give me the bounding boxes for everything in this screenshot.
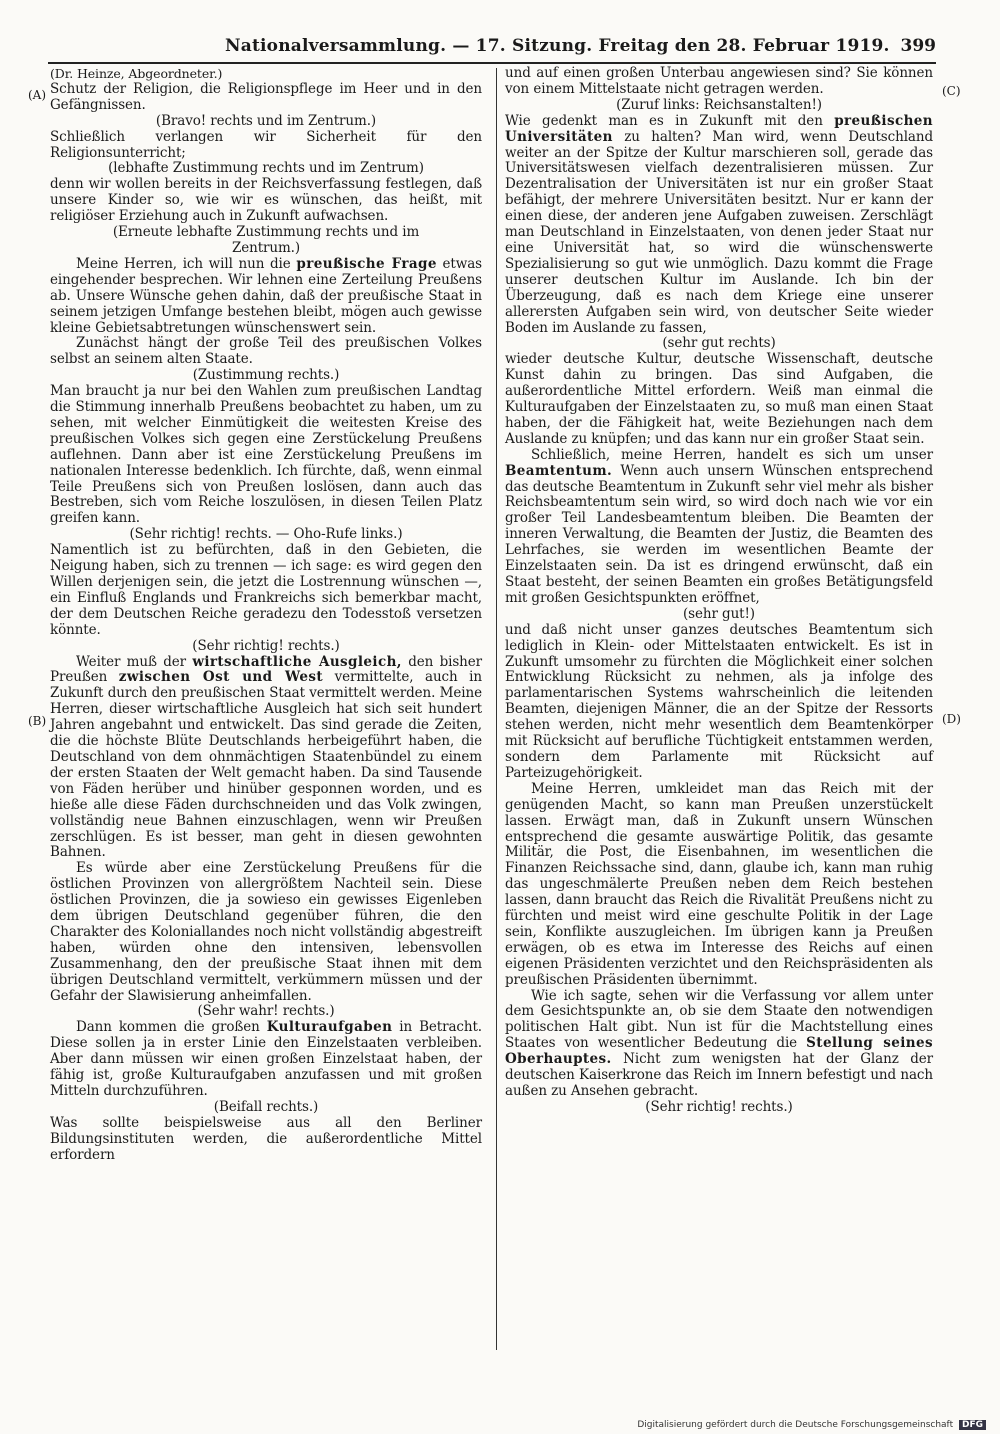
emphasis: Kulturaufgaben	[266, 1019, 393, 1036]
paragraph: Dann kommen die großen Kulturaufgaben in Betracht. Diese sollen ja in erster Linie den Einzelstaaten verbleiben. Aber dann müssen wir einen großen Einzelstaat haben, der fähig ist, große Kulturaufgaben anzufassen und mit großen Mitteln durchzuführen.	[50, 1019, 482, 1099]
margin-mark-d: (D)	[942, 712, 961, 726]
reaction: (sehr gut rechts)	[662, 335, 776, 352]
dfg-logo: DFG	[959, 1420, 986, 1430]
paragraph: Schließlich verlangen wir Sicherheit für den Religionsunterricht;	[50, 128, 482, 161]
page-header	[30, 36, 936, 60]
reaction: (Beifall rechts.)	[213, 1098, 319, 1115]
left-column	[50, 66, 482, 1164]
paragraph: Weiter muß der wirtschaftliche Ausgleich, den bisher Preußen zwischen Ost und West vermittelte, auch in Zukunft durch den preußischen Staat vermittelt werden. Meine Herren, dieser wirtschaftliche Ausgleich hat sich seit hundert Jahren angebahnt und entwickelt. Das sind gerade die Zeiten, die die höchste Blüte Deutschlands herbeigeführt haben, die Deutschland von dem ohnmächtigen Staatenbündel zu einem der ersten Staaten der Welt gemacht haben. Da sind Tausende von Fäden herüber und hinüber gesponnen worden, und es hieße alle diese Fäden durchschneiden und das Volk zwingen, vollständig neue Bahnen einzuschlagen, wenn wir Preußen zerschlügen. Es ist besser, man geht in diesen gewohnten Bahnen.	[50, 653, 482, 861]
emphasis: preußische Frage	[296, 255, 437, 272]
reaction: (sehr gut!)	[683, 605, 755, 622]
footer	[637, 1420, 986, 1430]
paragraph: wieder deutsche Kultur, deutsche Wissenschaft, deutsche Kunst dahin zu bringen. Das sind Aufgaben, die außerordentliche Mittel erfordern. Weiß man einmal die Kulturaufgaben der Einzelstaaten zu, so muß man einen Staat haben, der die Fähigkeit hat, weite Beziehungen nach dem Auslande zu knüpfen; und das kann nur ein großer Staat sein.	[505, 351, 933, 447]
reaction: (Erneute lebhafte Zustimmung rechts und im Zentrum.)	[112, 224, 420, 256]
page-number: 399	[900, 36, 936, 56]
margin-mark-c: (C)	[942, 84, 961, 98]
margin-mark-a: (A)	[28, 88, 47, 102]
footer-credit: Digitalisierung gefördert durch die Deutsche Forschungsgemeinschaft	[637, 1420, 954, 1430]
running-title: Nationalversammlung. — 17. Sitzung. Freitag den 28. Februar 1919.	[225, 36, 890, 56]
paragraph: Meine Herren, umkleidet man das Reich mit der genügenden Macht, so kann man Preußen unzerstückelt lassen. Erwägt man, daß in Zukunft unsern Wünschen entsprechend die gesamte auswärtige Politik, das gesamte Militär, die Post, die Eisenbahnen, im wesentlichen die Finanzen Reichssache sind, dann, glaube ich, kann man ruhig das ungeschmälerte Preußen neben dem Reich bestehen lassen, dann braucht das Reich die Rivalität Preußens nicht zu fürchten und meist wird eine geschulte Politik in der Lage sein, Konflikte auszugleichen. Im übrigen kann ja Preußen erwägen, ob es etwa im Interesse des Reichs auf einen eigenen Präsidenten verzichtet und den Reichspräsidenten als preußischen Präsidenten übernimmt.	[505, 780, 933, 988]
emphasis: Stellung seines Oberhauptes.	[505, 1035, 933, 1068]
emphasis: preußischen Universitäten	[505, 112, 933, 145]
reaction: (Bravo! rechts und im Zentrum.)	[155, 112, 377, 129]
emphasis: Beamtentum.	[505, 462, 613, 479]
paragraph: denn wir wollen bereits in der Reichsverfassung festlegen, daß unsere Kinder so, wie wir es wünschen, das heißt, mit religiöser Erziehung auch in Zukunft aufwachsen.	[50, 176, 482, 225]
paragraph: Meine Herren, ich will nun die preußische Frage etwas eingehender besprechen. Wir lehnen eine Zerteilung Preußens ab. Unsere Wünsche gehen dahin, daß der preußische Staat in seinem jetzigen Umfange bestehen bleibt, mögen auch gewisse kleine Gebietsabtretungen wünschenswert sein.	[50, 255, 482, 336]
paragraph: Man braucht ja nur bei den Wahlen zum preußischen Landtag die Stimmung innerhalb Preußens beobachtet zu haben, um zu sehen, mit welcher Einmütigkeit die weitesten Kreise des preußischen Volkes sich gegen eine Zerstückelung Preußens auflehnen. Dann aber ist eine Zerstückelung Preußens im nationalen Interesse bedenklich. Ich fürchte, daß, wenn einmal Teile Preußens sich von Preußen loslösen, dann auch das Bestreben, sich vom Reiche loszulösen, in diesen Teilen Platz greifen kann.	[50, 383, 482, 527]
paragraph: Schutz der Religion, die Religionspflege im Heer und in den Gefängnissen.	[50, 80, 482, 113]
reaction: (Sehr wahr! rechts.)	[197, 1003, 335, 1020]
emphasis: zwischen Ost und West	[118, 669, 324, 686]
paragraph: und daß nicht unser ganzes deutsches Beamtentum sich lediglich in Klein- oder Mittelstaaten entwickelt. Es ist in Zukunft umsomehr zu fürchten die Möglichkeit einer solchen Entwicklung Rücksicht zu nehmen, als ja infolge des parlamentarischen Systems wahrscheinlich die leitenden Beamten, diejenigen Männer, die an der Spitze der Ressorts stehen werden, nicht mehr wesentlich dem Beamtenkörper mit Rücksicht auf berufliche Tüchtigkeit entstammen werden, sondern dem Parlamente mit Rücksicht auf Parteizugehörigkeit.	[505, 621, 933, 781]
reaction: (Zustimmung rechts.)	[192, 367, 340, 384]
paragraph: Wie ich sagte, sehen wir die Verfassung vor allem unter dem Gesichtspunkte an, ob sie dem Staate den notwendigen politischen Halt gibt. Nun ist für die Machtstellung eines Staates von wesentlicher Bedeutung die Stellung seines Oberhauptes. Nicht zum wenigsten hat der Glanz der deutschen Kaiserkrone das Reich im Innern befestigt und nach außen zu Ansehen gebracht.	[505, 987, 933, 1099]
speaker-note: (Dr. Heinze, Abgeordneter.)	[50, 66, 223, 81]
margin-mark-b: (B)	[28, 714, 47, 728]
header-rule	[48, 62, 936, 64]
paragraph: Wie gedenkt man es in Zukunft mit den preußischen Universitäten zu halten? Man wird, wenn Deutschland weiter an der Spitze der Kultur marschieren soll, gerade das Universitätswesen vielfach dezentralisieren müssen. Zur Dezentralisation der Universitäten ist nur ein großer Staat befähigt, der mehrere Universitäten besitzt. Nur er kann der einen diese, der anderen jene Aufgaben zuweisen. Zerschlägt man Deutschland in Einzelstaaten, von denen jeder Staat nur eine Universität hat, so wird die wünschenswerte Spezialisierung so gut wie unmöglich. Dazu kommt die Frage unserer deutschen Kultur im Auslande. Ich bin der Überzeugung, daß es nach dem Kriege eine unserer allerersten Aufgaben sein wird, von deutscher Seite wieder Boden im Auslande zu fassen,	[505, 112, 933, 336]
paragraph: und auf einen großen Unterbau angewiesen sind? Sie können von einem Mittelstaate nicht getragen werden.	[505, 65, 933, 97]
reaction: (Zuruf links: Reichsanstalten!)	[616, 96, 822, 113]
reaction: (Sehr richtig! rechts. — Oho-Rufe links.)	[129, 526, 403, 543]
reaction: (Sehr richtig! rechts.)	[645, 1098, 793, 1115]
paragraph: Es würde aber eine Zerstückelung Preußens für die östlichen Provinzen von allergrößtem Nachteil sein. Diese östlichen Provinzen, die ja sowieso ein gewisses Eigenleben dem übrigen Deutschland gegenüber führen, die den Charakter des Koloniallandes noch nicht vollständig abgestreift haben, würden ohne den intensiven, lebensvollen Zusammenhang, den der preußische Staat ihnen mit dem übrigen Deutschland vermittelt, verkümmern müssen und der Gefahr der Slawisierung anheimfallen.	[50, 860, 482, 1004]
paragraph: Was sollte beispielsweise aus all den Berliner Bildungsinstituten werden, die außerordentliche Mittel erfordern	[50, 1114, 482, 1163]
reaction: (Sehr richtig! rechts.)	[192, 637, 340, 654]
paragraph: Zunächst hängt der große Teil des preußischen Volkes selbst an seinem alten Staate.	[50, 335, 482, 368]
reaction: (lebhafte Zustimmung rechts und im Zentrum)	[108, 160, 424, 177]
paragraph: Namentlich ist zu befürchten, daß in den Gebieten, die Neigung haben, sich zu trennen — ich sage: es wird gegen den Willen derjenigen sein, die jetzt die Lostrennung wünschen —, ein Einfluß Englands und Frankreichs sich bemerkbar macht, der dem Deutschen Reiche geradezu den Todesstoß versetzen könnte.	[50, 542, 482, 638]
emphasis: wirtschaftliche Ausgleich,	[192, 653, 402, 670]
paragraph: Schließlich, meine Herren, handelt es sich um unser Beamtentum. Wenn auch unsern Wünschen entsprechend das deutsche Beamtentum in Zukunft sehr viel mehr als bisher Reichsbeamtentum sein wird, so wird doch nach wie vor ein großer Teil Landesbeamtentum bleiben. Die Beamten der inneren Verwaltung, die Beamten der Justiz, die Beamten des Lehrfaches, sie werden im wesentlichen Beamte der Einzelstaaten sein. Da ist es dringend erwünscht, daß ein Staat besteht, der seinen Beamten ein großes Betätigungsfeld mit großen Gesichtspunkten eröffnet,	[505, 446, 933, 606]
column-divider	[496, 68, 497, 1350]
right-column	[505, 66, 933, 1116]
